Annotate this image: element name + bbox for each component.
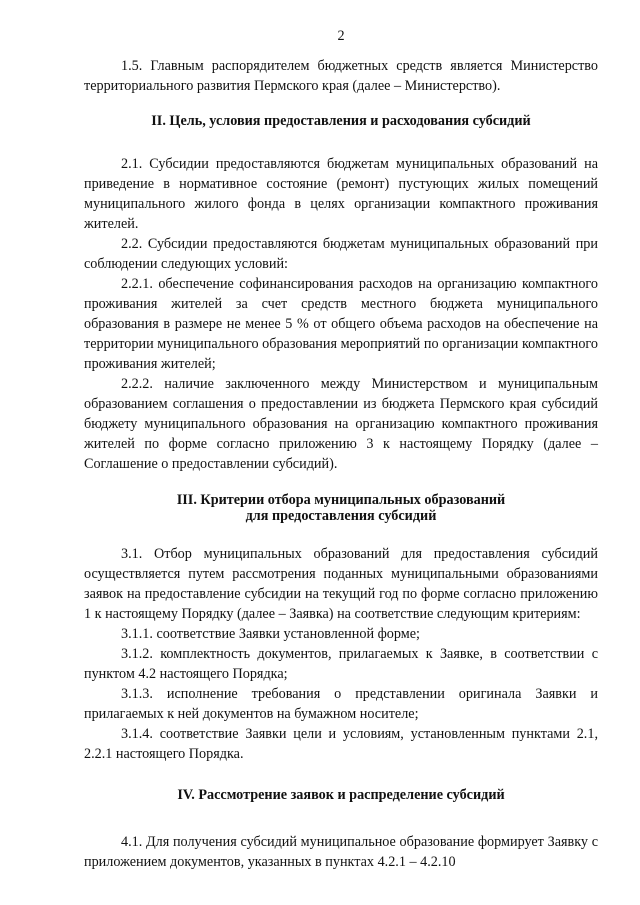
section-3-heading-line2: для предоставления субсидий bbox=[245, 508, 437, 524]
paragraph-3-1-4: 3.1.4. соответствие Заявки цели и условиям, установленным пунктами 2.1, 2.2.1 настоящего Порядка. bbox=[84, 726, 598, 762]
page-number: 2 bbox=[337, 28, 345, 44]
paragraph-1-5: 1.5. Главным распорядителем бюджетных средств является Министерство территориального развития Пермского края (далее – Министерство). bbox=[84, 58, 598, 94]
paragraph-4-1: 4.1. Для получения субсидий муниципальное образование формирует Заявку с приложением документов, указанных в пунктах 4.2.1 – 4.2.10 bbox=[84, 834, 598, 870]
section-3-heading bbox=[84, 490, 598, 522]
paragraph-3-1-2: 3.1.2. комплектность документов, прилагаемых к Заявке, в соответствии с пунктом 4.2 настоящего Порядка; bbox=[84, 646, 598, 682]
paragraph-3-1-1: 3.1.1. соответствие Заявки установленной форме; bbox=[121, 626, 420, 642]
paragraph-2-2-1: 2.2.1. обеспечение софинансирования расходов на организацию компактного проживания жителей за счет средств местного бюджета муниципального образования в размере не менее 5 % от общего объема расходов на обеспечение на территории муниципального образования мероприятий по организации компактного проживания жителей; bbox=[84, 276, 598, 372]
paragraph-2-1: 2.1. Субсидии предоставляются бюджетам муниципальных образований на приведение в нормативное состояние (ремонт) пустующих жилых помещений муниципального жилого фонда в целях организации компактного проживания жителей. bbox=[84, 156, 598, 232]
section-2-heading: II. Цель, условия предоставления и расходования субсидий bbox=[151, 113, 531, 129]
paragraph-3-1-3: 3.1.3. исполнение требования о представлении оригинала Заявки и прилагаемых к ней документов на бумажном носителе; bbox=[84, 686, 598, 722]
document-page bbox=[84, 26, 598, 872]
paragraph-2-2-2: 2.2.2. наличие заключенного между Министерством и муниципальным образованием соглашения о предоставлении из бюджета Пермского края субсидий бюджету муниципального образования на организацию компактного проживания жителей по форме согласно приложению 3 к настоящему Порядку (далее – Соглашение о предоставлении субсидий). bbox=[84, 376, 598, 472]
paragraph-2-2: 2.2. Субсидии предоставляются бюджетам муниципальных образований при соблюдении следующих условий: bbox=[84, 236, 598, 272]
paragraph-3-1: 3.1. Отбор муниципальных образований для предоставления субсидий осуществляется путем рассмотрения поданных муниципальными образованиями заявок на предоставление субсидии на текущий год по форме согласно приложению 1 к настоящему Порядку (далее – Заявка) на соответствие следующим критериям: bbox=[84, 546, 598, 622]
section-3-heading-line1: III. Критерии отбора муниципальных образований bbox=[176, 492, 506, 508]
section-4-heading: IV. Рассмотрение заявок и распределение субсидий bbox=[177, 787, 505, 803]
